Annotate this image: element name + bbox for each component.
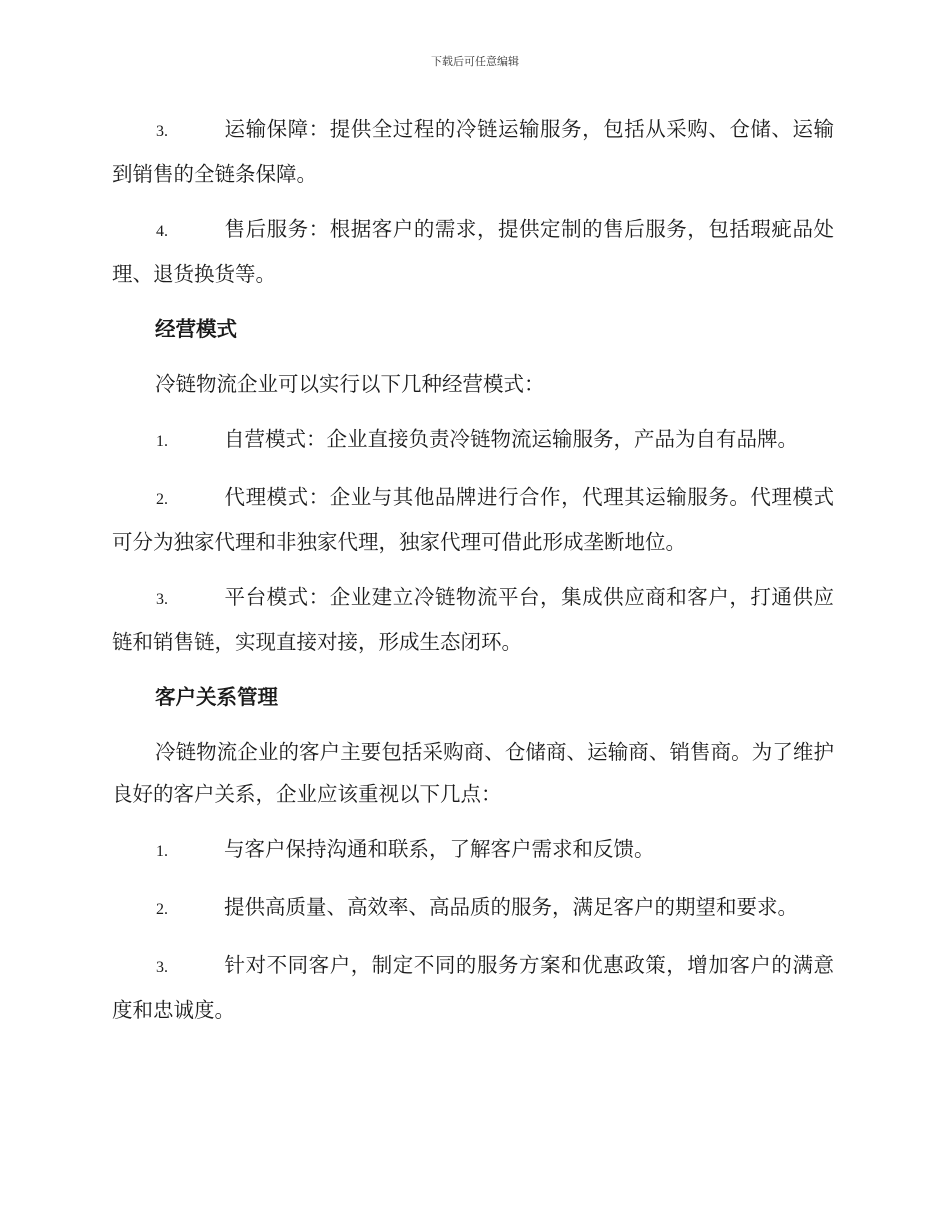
list-item-after-sales — [112, 208, 834, 295]
section-heading-crm: 客户关系管理 — [155, 685, 278, 709]
list-number: 3. — [156, 591, 168, 608]
list-item-transport — [112, 108, 834, 195]
list-item-self-operated — [112, 418, 834, 463]
section-heading-business-model: 经营模式 — [155, 317, 237, 341]
list-number: 1. — [156, 843, 168, 860]
list-text: 售后服务：根据客户的需求，提供定制的售后服务，包括瑕疵品处理、退货换货等。 — [112, 217, 834, 286]
document-body — [112, 108, 834, 1044]
list-item-agency — [112, 476, 834, 563]
list-item-quality-service — [112, 886, 834, 931]
list-text: 代理模式：企业与其他品牌进行合作，代理其运输服务。代理模式可分为独家代理和非独家代理，独家代理可借此形成垄断地位。 — [112, 485, 834, 554]
list-text: 与客户保持沟通和联系，了解客户需求和反馈。 — [224, 837, 655, 861]
crm-intro: 冷链物流企业的客户主要包括采购商、仓储商、运输商、销售商。为了维护良好的客户关系，企业应该重视以下几点： — [112, 740, 834, 806]
list-text: 自营模式：企业直接负责冷链物流运输服务，产品为自有品牌。 — [224, 427, 798, 451]
list-number: 4. — [156, 223, 168, 240]
list-item-communication — [112, 828, 834, 873]
list-text: 提供高质量、高效率、高品质的服务，满足客户的期望和要求。 — [224, 895, 798, 919]
list-number: 2. — [156, 491, 168, 508]
page-header: 下载后可任意编辑 — [431, 55, 519, 68]
list-item-custom-policy — [112, 944, 834, 1031]
list-text: 平台模式：企业建立冷链物流平台，集成供应商和客户，打通供应链和销售链，实现直接对接，形成生态闭环。 — [112, 585, 834, 654]
list-text: 针对不同客户，制定不同的服务方案和优惠政策，增加客户的满意度和忠诚度。 — [112, 953, 834, 1022]
list-text: 运输保障：提供全过程的冷链运输服务，包括从采购、仓储、运输到销售的全链条保障。 — [112, 117, 834, 186]
list-item-platform — [112, 576, 834, 663]
list-number: 3. — [156, 123, 168, 140]
list-number: 1. — [156, 433, 168, 450]
list-number: 3. — [156, 959, 168, 976]
business-model-intro: 冷链物流企业可以实行以下几种经营模式： — [155, 372, 545, 396]
list-number: 2. — [156, 901, 168, 918]
